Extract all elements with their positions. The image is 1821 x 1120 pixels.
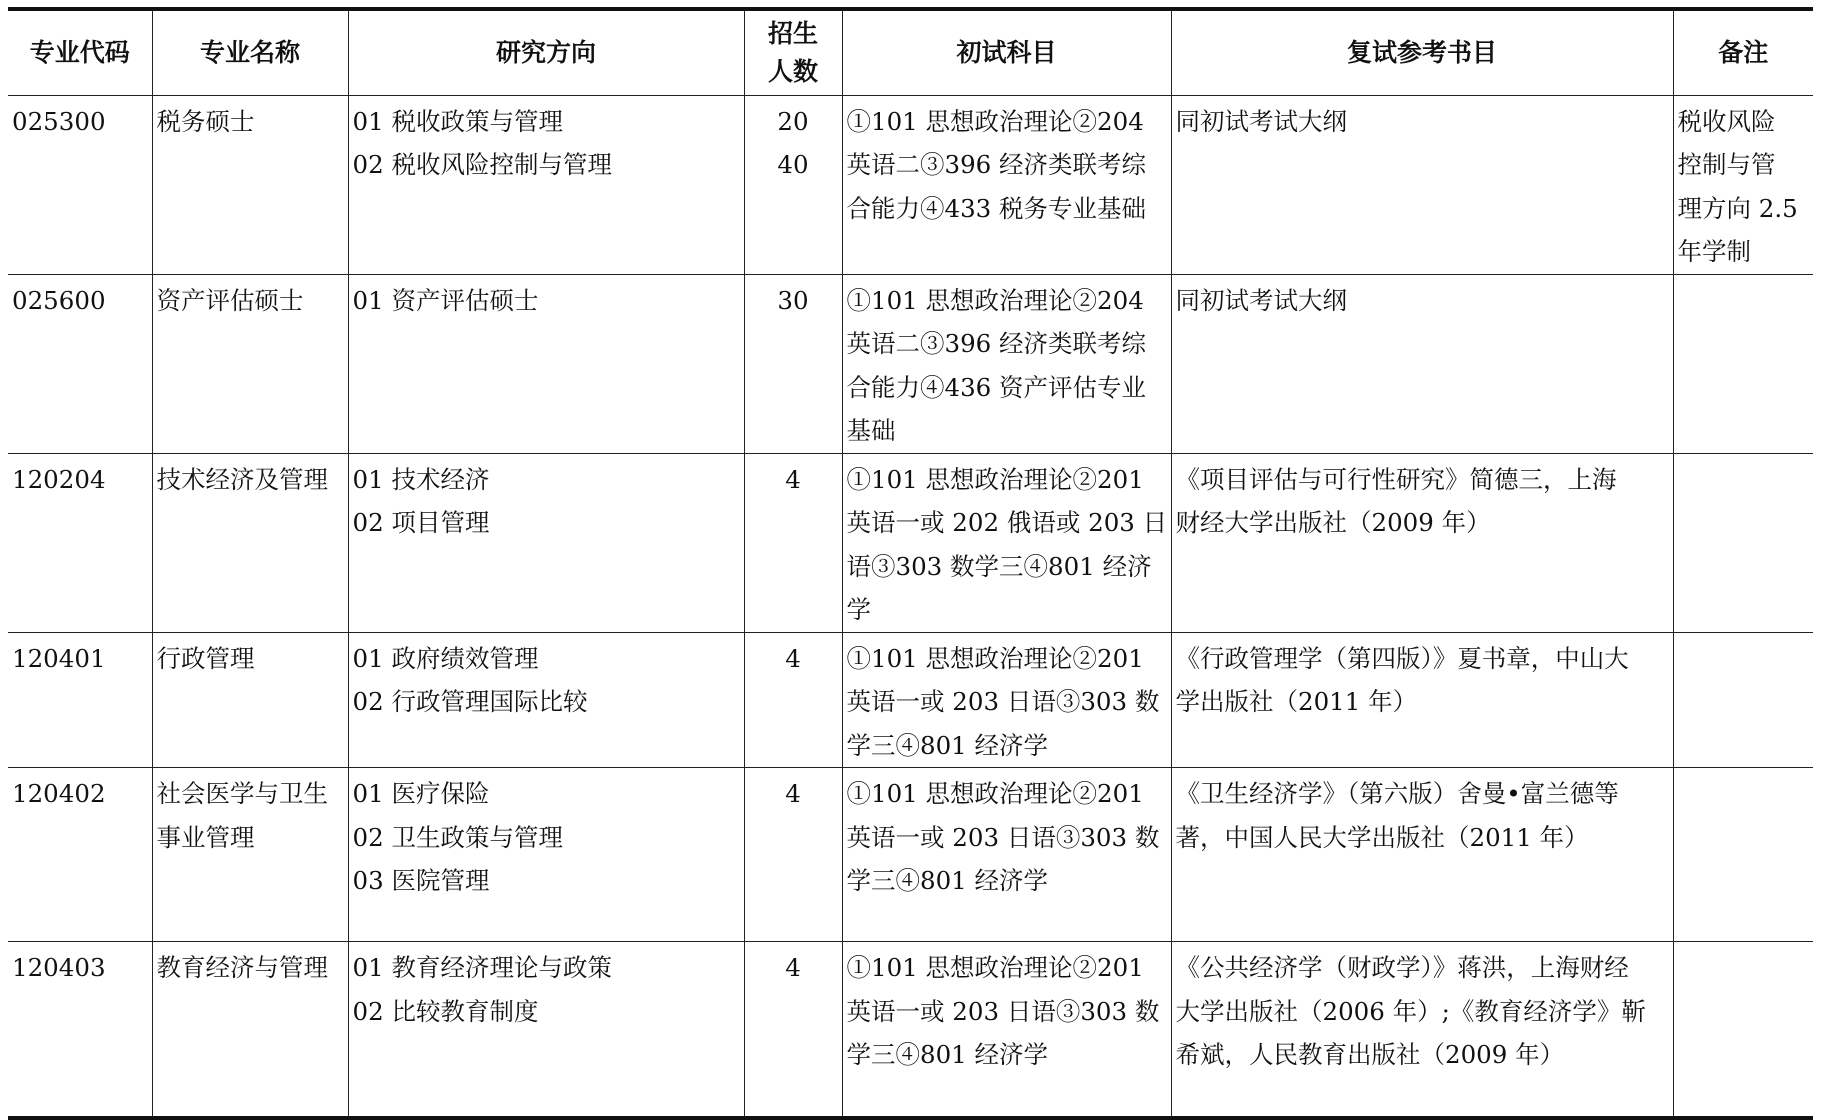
cell-enroll-line: 40 [777,150,809,179]
cell-code-value: 120204 [12,464,106,494]
cell-exam-line: 英语二③396 经济类联考综 [846,150,1147,179]
cell-exam-line: 学 [846,595,871,624]
cell-books-line: 《卫生经济学》（第六版）舍曼•富兰德等 [1175,779,1619,808]
cell-exam-line: 英语一或 203 日语③303 数 [846,687,1160,716]
header-enroll-line2: 人数 [767,56,818,86]
cell-direction [348,95,744,274]
cell-code [8,942,152,1118]
cell-books-line: 《公共经济学（财政学）》蒋洪，上海财经 [1175,953,1629,982]
cell-exam-line: 英语一或 202 俄语或 203 日 [846,508,1168,537]
cell-books-line: 《行政管理学（第四版）》夏书章，中山大 [1175,643,1629,673]
cell-direction-line: 01 技术经济 [352,464,490,494]
cell-direction [348,274,744,453]
cell-notes-line: 控制与管 [1677,150,1776,179]
cell-exam-line: 学三④801 经济学 [846,730,1049,760]
header-name: 专业名称 [152,9,348,95]
cell-books-line: 同初试考试大纲 [1175,106,1347,136]
cell-books-line: 著，中国人民大学出版社（2011 年） [1175,822,1589,852]
cell-exam-line: 语③303 数学三④801 经济 [846,551,1152,581]
header-code: 专业代码 [8,9,152,95]
cell-exam-line: 英语二③396 经济类联考综 [846,329,1147,358]
cell-exam [842,768,1171,942]
cell-name [152,453,348,632]
cell-enroll-line: 30 [777,285,809,315]
cell-code-value: 120403 [12,953,106,982]
cell-direction [348,632,744,768]
cell-code [8,274,152,453]
cell-direction-line: 02 项目管理 [352,508,490,537]
cell-enroll [744,453,842,632]
cell-direction-line: 03 医院管理 [352,866,490,895]
cell-books-line: 《项目评估与可行性研究》简德三，上海 [1175,464,1617,494]
cell-direction-line: 01 资产评估硕士 [352,285,539,315]
table-row [8,942,1813,1118]
cell-exam [842,274,1171,453]
cell-code-value: 025600 [12,285,106,315]
cell-enroll [744,274,842,453]
cell-notes [1673,95,1813,274]
cell-code-value: 120401 [12,643,106,673]
cell-enroll-line: 4 [785,643,801,673]
cell-enroll-line: 4 [785,953,801,982]
cell-direction-line: 01 医疗保险 [352,779,490,808]
header-notes: 备注 [1673,9,1813,95]
cell-name-line: 社会医学与卫生 [156,779,328,808]
cell-direction-line: 02 卫生政策与管理 [352,822,563,852]
cell-direction-line: 02 行政管理国际比较 [352,687,588,716]
table-row [8,274,1813,453]
cell-name [152,768,348,942]
cell-exam-line: ①101 思想政治理论②201 [846,464,1144,494]
cell-name [152,942,348,1118]
header-books: 复试参考书目 [1171,9,1673,95]
cell-books-line: 大学出版社（2006 年）;《教育经济学》靳 [1175,996,1646,1026]
cell-exam-line: ①101 思想政治理论②201 [846,643,1144,673]
cell-name-line: 行政管理 [156,643,255,673]
cell-name-line: 技术经济及管理 [156,464,328,494]
cell-exam-line: ①101 思想政治理论②204 [846,285,1144,315]
cell-direction-line: 01 政府绩效管理 [352,643,539,673]
cell-name-line: 税务硕士 [156,106,255,136]
cell-name [152,95,348,274]
header-enroll [744,9,842,95]
cell-code [8,632,152,768]
cell-notes-line: 理方向 2.5 [1677,193,1798,223]
header-direction: 研究方向 [348,9,744,95]
admissions-table [8,7,1813,1120]
cell-books-line: 同初试考试大纲 [1175,285,1347,315]
table-row [8,768,1813,942]
table-row [8,453,1813,632]
cell-name-line: 事业管理 [156,822,255,852]
cell-exam [842,95,1171,274]
header-enroll-line1: 招生 [767,18,818,48]
cell-books [1171,274,1673,453]
cell-direction-line: 02 税收风险控制与管理 [352,150,612,179]
cell-notes [1673,942,1813,1118]
cell-exam-line: 英语一或 203 日语③303 数 [846,996,1160,1026]
cell-books-line: 财经大学出版社（2009 年） [1175,508,1491,537]
cell-enroll [744,632,842,768]
cell-exam-line: ①101 思想政治理论②201 [846,779,1144,808]
cell-notes [1673,274,1813,453]
cell-name [152,632,348,768]
table-row [8,95,1813,274]
cell-books [1171,95,1673,274]
cell-exam-line: 合能力④436 资产评估专业 [846,372,1147,402]
cell-books-line: 学出版社（2011 年） [1175,687,1418,716]
cell-exam-line: 学三④801 经济学 [846,866,1049,895]
cell-name [152,274,348,453]
cell-notes [1673,768,1813,942]
cell-exam-line: 合能力④433 税务专业基础 [846,193,1147,223]
cell-books [1171,768,1673,942]
cell-books [1171,632,1673,768]
cell-code [8,453,152,632]
table-row [8,632,1813,768]
cell-exam-line: 英语一或 203 日语③303 数 [846,822,1160,852]
cell-direction [348,453,744,632]
cell-name-line: 资产评估硕士 [156,285,304,315]
cell-notes-line: 税收风险 [1677,106,1776,136]
cell-code [8,95,152,274]
cell-exam-line: 学三④801 经济学 [846,1040,1049,1069]
cell-exam-line: ①101 思想政治理论②204 [846,106,1144,136]
cell-books [1171,942,1673,1118]
cell-enroll-line: 4 [785,779,801,808]
cell-direction-line: 01 教育经济理论与政策 [352,953,612,982]
cell-exam-line: 基础 [846,416,896,445]
cell-direction-line: 02 比较教育制度 [352,996,539,1026]
cell-exam [842,632,1171,768]
cell-exam [842,453,1171,632]
cell-direction [348,942,744,1118]
cell-notes [1673,453,1813,632]
cell-code [8,768,152,942]
cell-name-line: 教育经济与管理 [156,953,328,982]
cell-enroll-line: 20 [777,106,809,136]
header-row [8,9,1813,95]
cell-enroll [744,942,842,1118]
cell-notes-line: 年学制 [1677,237,1751,266]
cell-enroll [744,95,842,274]
cell-exam [842,942,1171,1118]
cell-exam-line: ①101 思想政治理论②201 [846,953,1144,982]
cell-code-value: 025300 [12,106,106,136]
cell-direction-line: 01 税收政策与管理 [352,106,563,136]
cell-books-line: 希斌，人民教育出版社（2009 年） [1175,1040,1565,1069]
cell-direction [348,768,744,942]
cell-enroll-line: 4 [785,464,801,494]
cell-books [1171,453,1673,632]
header-exam: 初试科目 [842,9,1171,95]
cell-notes [1673,632,1813,768]
cell-enroll [744,768,842,942]
cell-code-value: 120402 [12,779,106,808]
